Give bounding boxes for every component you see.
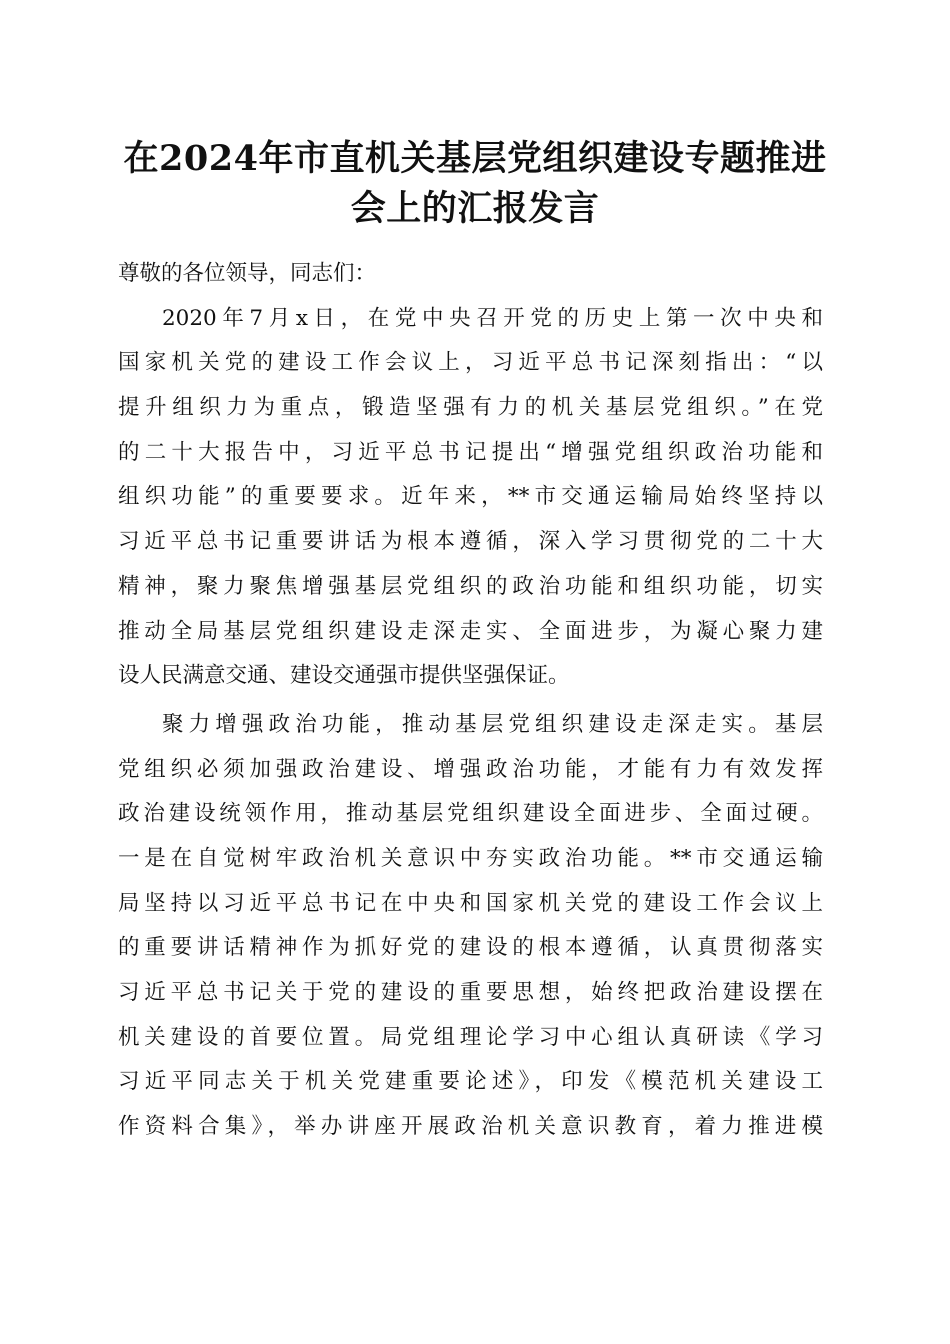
paragraph-1-line: 设人民满意交通、建设交通强市提供坚强保证。 [118, 663, 570, 689]
paragraph-2-line: 习近平同志关于机关党建重要论述》，印发《模范机关建设工 [118, 1069, 823, 1095]
paragraph-1-line: 2020年7月x日，在党中央召开党的历史上第一次中央和 [162, 305, 823, 331]
document-body [118, 252, 823, 1150]
paragraph-1-line: 精神，聚力聚焦增强基层党组织的政治功能和组织功能，切实 [118, 573, 823, 599]
paragraph-2-line: 机关建设的首要位置。局党组理论学习中心组认真研读《学习 [118, 1024, 823, 1050]
paragraph-2-line: 一是在自觉树牢政治机关意识中夯实政治功能。**市交通运输 [118, 845, 823, 871]
paragraph-1-line: 国家机关党的建设工作会议上，习近平总书记深刻指出：“以 [118, 350, 823, 376]
paragraph-2-line: 习近平总书记关于党的建设的重要思想，始终把政治建设摆在 [118, 980, 823, 1005]
paragraph-2-line: 的重要讲话精神作为抓好党的建设的根本遵循，认真贯彻落实 [118, 935, 823, 961]
paragraph-1 [118, 297, 823, 699]
salutation: 尊敬的各位领导，同志们： [118, 261, 377, 286]
paragraph-2-line: 政治建设统领作用，推动基层党组织建设全面进步、全面过硬。 [118, 801, 823, 827]
paragraph-1-line: 的二十大报告中，习近平总书记提出“增强党组织政治功能和 [118, 439, 823, 465]
paragraph-2 [118, 703, 823, 1150]
paragraph-1-line: 推动全局基层党组织建设走深走实、全面进步，为凝心聚力建 [118, 618, 823, 644]
paragraph-2-line: 作资料合集》，举办讲座开展政治机关意识教育，着力推进模 [118, 1114, 823, 1140]
paragraph-2-line: 党组织必须加强政治建设、增强政治功能，才能有力有效发挥 [118, 756, 823, 782]
paragraph-2-line: 局坚持以习近平总书记在中央和国家机关党的建设工作会议上 [118, 890, 823, 916]
paragraph-1-line: 组织功能”的重要要求。近年来，**市交通运输局始终坚持以 [118, 484, 823, 510]
paragraph-1-line: 提升组织力为重点，锻造坚强有力的机关基层党组织。”在党 [118, 395, 823, 421]
title-line-1: 在2024年市直机关基层党组织建设专题推进 [123, 138, 827, 179]
paragraph-2-line: 聚力增强政治功能，推动基层党组织建设走深走实。基层 [162, 711, 823, 737]
title-line-2: 会上的汇报发言 [350, 188, 600, 229]
paragraph-1-line: 习近平总书记重要讲话为根本遵循，深入学习贯彻党的二十大 [118, 529, 823, 555]
document-title [110, 134, 840, 234]
